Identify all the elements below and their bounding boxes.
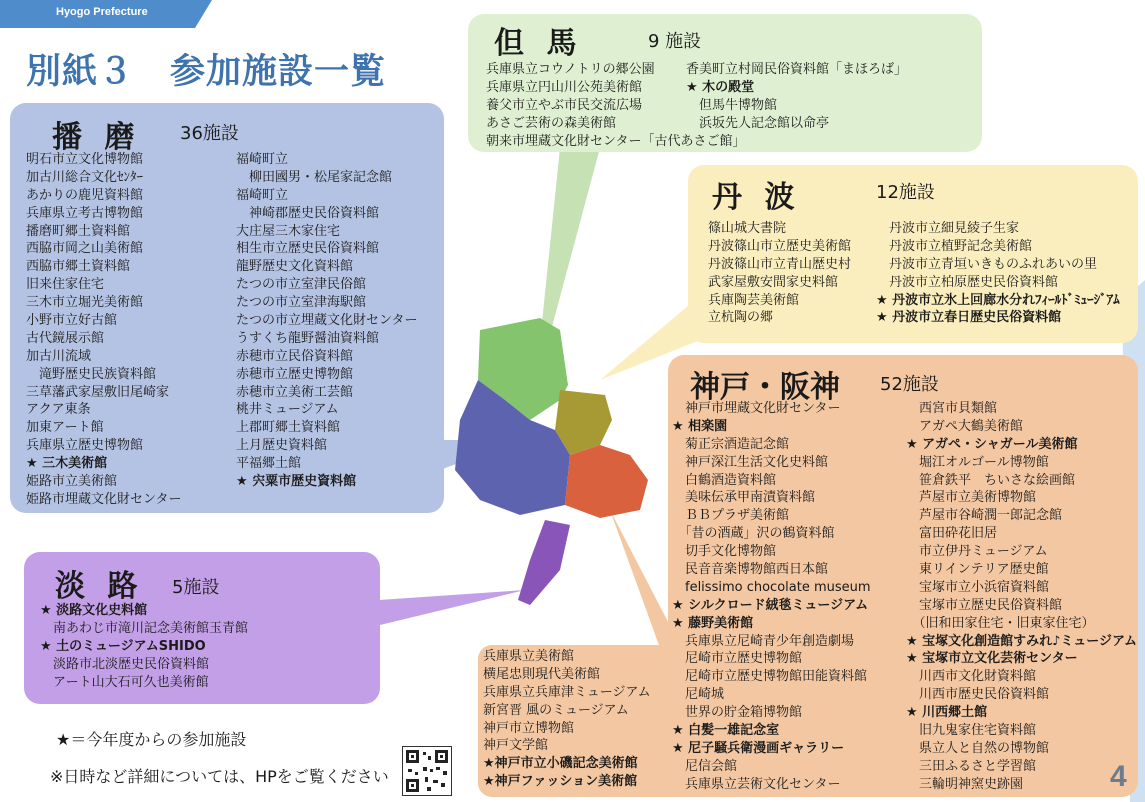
qr-code-icon[interactable] — [402, 746, 452, 796]
facility-item: 三輪明神窯史跡園 — [906, 776, 1024, 792]
facility-item: 兵庫県立円山川公苑美術館 — [486, 79, 643, 95]
tajima-count: 9 施設 — [648, 31, 702, 52]
facility-item: 播磨町郷土資料館 — [26, 223, 131, 239]
facility-item: 小野市立好古館 — [26, 313, 118, 329]
tanba-title: 丹 波 — [712, 180, 801, 215]
facility-item: あさご芸術の森美術館 — [486, 115, 617, 131]
facility-item: 尼崎市立歴史博物館田能資料館 — [672, 669, 868, 685]
facility-item: 旧九鬼家住宅資料館 — [906, 723, 1037, 739]
facility-item: 菊正宗酒造記念館 — [672, 436, 790, 452]
facility-item: 南あわじ市滝川記念美術館玉青館 — [40, 620, 249, 636]
facility-item: 神戸市埋蔵文化財センター — [672, 401, 841, 416]
facility-item: あかりの鹿児資料館 — [26, 187, 144, 203]
facility-item: アクア東条 — [26, 402, 91, 418]
awaji-list — [40, 602, 248, 691]
facility-item: 尼信会館 — [672, 758, 738, 774]
facility-item: 笹倉鉄平 ちいさな絵画館 — [906, 472, 1076, 488]
facility-item: たつの市立室津民俗館 — [236, 277, 367, 293]
facility-item: ＢＢプラザ美術館 — [672, 508, 790, 524]
facility-item: ★神戸市立小磯記念美術館 — [483, 756, 638, 772]
facility-item: felissimo chocolate museum — [672, 579, 871, 595]
facility-item: 丹波篠山市立歴史美術館 — [708, 238, 852, 254]
facility-item: ★ 土のミュージアムSHIDO — [40, 638, 206, 654]
tanba-list-right — [876, 220, 1120, 327]
facility-item: ★ 川西郷土館 — [906, 705, 988, 721]
facility-item: ★ シルクロード絨毯ミュージアム — [672, 597, 869, 613]
facility-item: 民音音楽博物館西日本館 — [672, 562, 829, 578]
facility-item: 滝野歴史民族資料館 — [26, 366, 157, 382]
kobe-hanshin-title: 神戸・阪神 — [690, 370, 840, 405]
facility-item: 宝塚市立歴史民俗資料館 — [906, 597, 1063, 613]
facility-item: 相生市立歴史民俗資料館 — [236, 241, 380, 257]
header-tag-text: Hyogo Prefecture — [56, 6, 148, 18]
facility-item: 兵庫県立美術館 — [483, 649, 575, 664]
facility-item: 大庄屋三木家住宅 — [236, 223, 341, 239]
facility-item: 県立人と自然の博物館 — [906, 740, 1050, 756]
facility-item: 東リインテリア歴史館 — [906, 562, 1049, 578]
facility-item: 神戸市立博物館 — [483, 720, 575, 736]
facility-item: 三田ふるさと学習館 — [906, 758, 1037, 774]
facility-item: 丹波市立植野記念美術館 — [876, 238, 1033, 254]
facility-item: 兵庫県立考古博物館 — [26, 205, 144, 221]
facility-item: 龍野歴史文化資料館 — [236, 259, 354, 275]
facility-item: 兵庫県立兵庫津ミュージアム — [483, 684, 651, 700]
facility-item: 丹波篠山市立青山歴史村 — [708, 256, 852, 272]
facility-item: 三木市立堀光美術館 — [26, 295, 144, 311]
facility-item: 神崎郡歴史民俗資料館 — [236, 205, 380, 221]
facility-item: 旧来住家住宅 — [26, 277, 105, 293]
kobe-hanshin-list-lower — [483, 648, 651, 791]
facility-item: 赤穂市立美術工芸館 — [236, 384, 354, 400]
facility-item: 姫路市立美術館 — [26, 474, 118, 490]
facility-item: ★ 宝塚市立文化芸術センター — [906, 651, 1078, 667]
kobe-hanshin-list-right — [906, 400, 1137, 794]
facility-item: 柳田國男・松尾家記念館 — [236, 169, 393, 185]
facility-item: 古代鏡展示館 — [26, 330, 105, 346]
facility-item: ★神戸ファッション美術館 — [483, 774, 638, 790]
facility-item: ★ 尼子騒兵衛漫画ギャラリー — [672, 740, 845, 756]
tajima-list-right — [686, 61, 907, 133]
facility-item: 市立伊丹ミュージアム — [906, 544, 1048, 560]
facility-item: 丹波市立細見綾子生家 — [876, 221, 1020, 236]
facility-item: ★ アガペ・シャガール美術館 — [906, 436, 1078, 452]
facility-item: アガペ大鶴美術館 — [906, 418, 1023, 434]
page-title: 別紙３ 参加施設一覧 — [26, 52, 387, 92]
harima-list-left — [26, 151, 181, 509]
facility-item: 丹波市立青垣いきものふれあいの里 — [876, 256, 1098, 272]
facility-item: 西脇市岡之山美術館 — [26, 241, 144, 257]
facility-item: 明石市立文化博物館 — [26, 152, 144, 167]
tanba-count: 12施設 — [876, 182, 935, 203]
facility-item: 三草藩武家屋敷旧尾崎家 — [26, 384, 170, 400]
facility-item: うすくち龍野醤油資料館 — [236, 330, 380, 346]
facility-item: 堀江オルゴール博物館 — [906, 454, 1049, 470]
facility-item: 武家屋敷安間家史料館 — [708, 274, 839, 290]
facility-item: 美味伝承甲南漬資料館 — [672, 490, 816, 506]
page-number: 4 — [1110, 760, 1127, 793]
harima-list-right — [236, 151, 417, 491]
facility-item: 兵庫県立歴史博物館 — [26, 438, 144, 454]
harima-count: 36施設 — [180, 123, 239, 144]
facility-item: 神戸文学館 — [483, 738, 549, 754]
facility-item: 香美町立村岡民俗資料館「まほろば」 — [686, 62, 908, 77]
facility-item: 桃井ミュージアム — [236, 402, 339, 418]
facility-item: ★ 相楽園 — [672, 418, 728, 434]
facility-item: 尼崎市立歴史博物館 — [672, 651, 803, 667]
awaji-title: 淡 路 — [55, 569, 144, 604]
facility-item: 横尾忠則現代美術館 — [483, 666, 601, 682]
facility-item: 西脇市郷土資料館 — [26, 259, 131, 275]
facility-item: 兵庫県立コウノトリの郷公園 — [486, 62, 655, 77]
facility-item: ★ 淡路文化史料館 — [40, 603, 148, 618]
facility-item: 立杭陶の郷 — [708, 310, 774, 326]
awaji-pointer — [380, 590, 525, 625]
facility-item: ★ 木の殿堂 — [686, 79, 755, 95]
facility-item: 「昔の酒蔵」沢の鶴資料館 — [672, 526, 835, 542]
facility-item: アート山大石可久也美術館 — [40, 674, 209, 690]
facility-item: 篠山城大書院 — [708, 221, 787, 236]
facility-item: ★ 三木美術館 — [26, 456, 108, 472]
facility-item: 神戸深江生活文化史料館 — [672, 454, 829, 470]
map-awaji-area — [518, 520, 570, 605]
facility-item: 赤穂市立歴史博物館 — [236, 366, 354, 382]
kobe-hanshin-count: 52施設 — [880, 374, 939, 395]
harima-title: 播 磨 — [52, 120, 141, 155]
facility-item: 平福郷土館 — [236, 456, 302, 472]
facility-item: 姫路市埋蔵文化財センター — [26, 491, 182, 507]
facility-item: 但馬牛博物館 — [686, 97, 778, 113]
facility-item: ★ 宝塚文化創造館すみれ♪ミュージアム — [906, 633, 1138, 649]
facility-item: 富田砕花旧居 — [906, 526, 998, 542]
facility-item: 川西市文化財資料館 — [906, 669, 1037, 685]
facility-item: たつの市立埋蔵文化財センター — [236, 313, 418, 329]
facility-item: ★ 丹波市立氷上回廊水分れﾌｨｰﾙﾄﾞﾐｭｰｼﾞｱﾑ — [876, 292, 1120, 308]
star-legend: ★＝今年度からの参加施設 — [56, 730, 247, 749]
facility-item: 切手文化博物館 — [672, 544, 777, 560]
facility-item: 尼崎城 — [672, 687, 725, 703]
facility-item: 西宮市貝類館 — [906, 401, 998, 416]
map-kobe-area — [565, 445, 648, 518]
facility-item: 白鶴酒造資料館 — [672, 472, 777, 488]
facility-item: 加東アート館 — [26, 420, 104, 436]
facility-item: ★ 白髪一雄記念室 — [672, 723, 780, 739]
facility-item: 兵庫県立芸術文化センター — [672, 776, 841, 792]
facility-item: 芦屋市立美術博物館 — [906, 490, 1037, 506]
facility-item: 芦屋市谷崎潤一郎記念館 — [906, 508, 1063, 524]
facility-item: 宝塚市立小浜宿資料館 — [906, 579, 1050, 595]
facility-item: 朝来市埋蔵文化財センター「古代あさご館」 — [486, 133, 746, 149]
facility-item: 淡路市北淡歴史民俗資料館 — [40, 656, 210, 672]
awaji-count: 5施設 — [172, 577, 220, 598]
facility-item: ★ 藤野美術館 — [672, 615, 754, 631]
facility-item: ★ 丹波市立春日歴史民俗資料館 — [876, 310, 1062, 326]
facility-item: 川西市歴史民俗資料館 — [906, 687, 1050, 703]
facility-item: （旧和田家住宅・旧東家住宅） — [906, 615, 1095, 631]
facility-item: 福崎町立 — [236, 152, 289, 167]
kobe-hanshin-list-left — [672, 400, 871, 794]
facility-item: 浜坂先人記念館以命亭 — [686, 115, 830, 131]
facility-item: 新宮晋 風のミュージアム — [483, 702, 629, 718]
facility-item: 福崎町立 — [236, 187, 289, 203]
facility-item: 養父市立やぶ市民交流広場 — [486, 97, 643, 113]
facility-item: 上郡町郷土資料館 — [236, 420, 341, 436]
header-tag — [0, 0, 212, 28]
facility-item: 赤穂市立民俗資料館 — [236, 348, 354, 364]
tanba-list-left — [708, 220, 851, 327]
facility-item: 上月歴史資料館 — [236, 438, 328, 454]
facility-item: 加古川総合文化ｾﾝﾀｰ — [26, 169, 144, 185]
facility-item: ★ 宍粟市歴史資料館 — [236, 474, 357, 490]
facility-item: 兵庫陶芸美術館 — [708, 292, 800, 308]
tajima-title: 但 馬 — [494, 26, 583, 61]
website-note: ※日時など詳細については、HPをご覧ください — [50, 767, 389, 786]
qr-code-pattern — [403, 747, 451, 795]
facility-item: 世界の貯金箱博物館 — [672, 705, 803, 721]
facility-item: たつの市立室津海駅館 — [236, 295, 367, 311]
facility-item: 加古川流域 — [26, 348, 92, 364]
facility-item: 兵庫県立尼崎青少年創造劇場 — [672, 633, 855, 649]
facility-item: 丹波市立柏原歴史民俗資料館 — [876, 274, 1059, 290]
